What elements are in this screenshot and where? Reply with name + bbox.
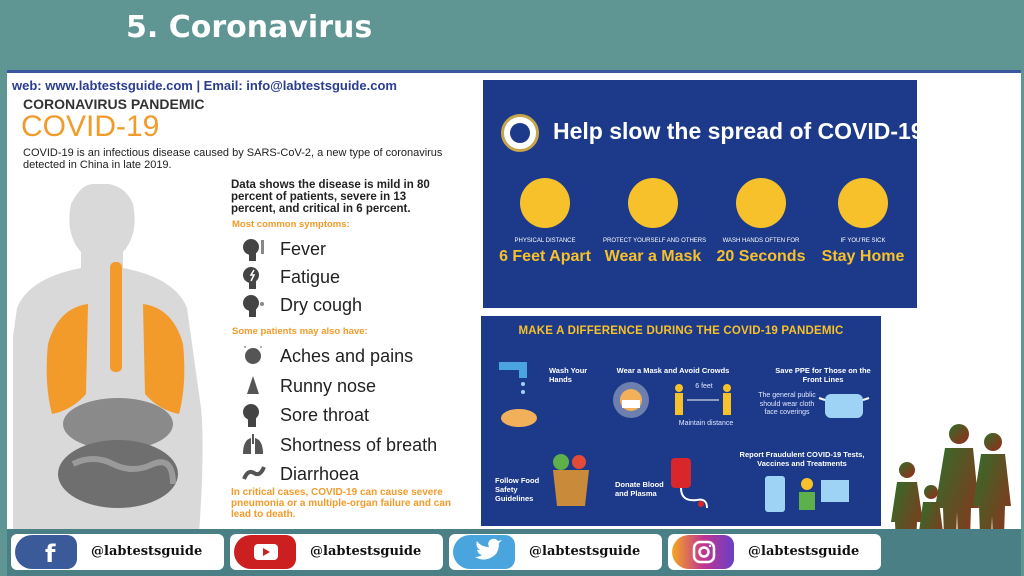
help-slow-spread-panel xyxy=(483,80,924,308)
facebook-icon[interactable] xyxy=(15,535,77,569)
tip-caption: PROTECT YOURSELF AND OTHERS xyxy=(603,238,707,244)
symptom-label: Sore throat xyxy=(280,404,370,425)
maintain-distance-label: Maintain distance xyxy=(678,420,734,427)
symptom-label: Shortness of breath xyxy=(280,434,438,455)
grocery-bag-icon xyxy=(543,450,599,508)
tip-label: Stay Home xyxy=(821,248,905,265)
symptom-label: Fatigue xyxy=(280,266,341,287)
throat-icon xyxy=(240,402,266,428)
tip-label: 20 Seconds xyxy=(716,248,806,265)
tip-physical-distance xyxy=(495,178,595,266)
symptom-label: Runny nose xyxy=(280,375,377,396)
tip-stay-home xyxy=(813,178,913,266)
other-symptoms-heading: Some patients may also have: xyxy=(232,326,368,337)
web-email-line[interactable]: web: www.labtestsguide.com | Email: info@labtestsguide.com xyxy=(12,78,397,93)
tip-wear-mask xyxy=(603,178,707,266)
general-public-label: The general public should wear cloth face coverings xyxy=(758,392,816,416)
facebook-handle[interactable]: @labtestsguide xyxy=(91,544,203,559)
symptom-fatigue xyxy=(240,264,340,290)
mask-icon xyxy=(628,178,678,228)
tip-wash-hands xyxy=(711,178,811,266)
cloth-mask-icon xyxy=(817,388,871,424)
symptom-fever xyxy=(240,236,326,262)
six-feet-label: 6 feet xyxy=(695,383,713,390)
mask-crowds-label: Wear a Mask and Avoid Crowds xyxy=(616,366,730,375)
twitter-handle[interactable]: @labtestsguide xyxy=(529,544,641,559)
wash-hands-label: Wash Your Hands xyxy=(549,366,588,384)
mask-face-icon xyxy=(611,380,651,420)
difference-panel-title: MAKE A DIFFERENCE DURING THE COVID-19 PANDEMIC xyxy=(518,325,844,337)
twitter-link[interactable] xyxy=(449,534,662,570)
common-symptoms-heading: Most common symptoms: xyxy=(232,219,350,230)
intro-text: COVID-19 is an infectious disease caused by SARS-CoV-2, a new type of coronavirus detected in China in late 2019. xyxy=(23,147,443,171)
faucet-hands-icon xyxy=(495,358,541,430)
instagram-icon[interactable] xyxy=(672,535,734,569)
cough-icon xyxy=(240,292,266,318)
twitter-icon[interactable] xyxy=(453,535,515,569)
tip-label: 6 Feet Apart xyxy=(499,248,591,265)
home-icon xyxy=(838,178,888,228)
tip-caption: WASH HANDS OFTEN FOR xyxy=(722,238,800,244)
symptom-sore-throat xyxy=(240,402,369,428)
slide-title: 5. Coronavirus xyxy=(126,10,373,45)
human-body-illustration xyxy=(13,184,233,534)
symptom-shortness-of-breath xyxy=(240,432,437,458)
phone-computer-icon xyxy=(763,472,853,516)
tip-caption: IF YOU'RE SICK xyxy=(840,238,886,244)
nose-icon xyxy=(240,373,266,399)
covid-infographic xyxy=(7,92,477,532)
symptom-dry-cough xyxy=(240,292,362,318)
symptom-runny-nose xyxy=(240,373,376,399)
tip-label: Wear a Mask xyxy=(604,248,702,265)
slide-content xyxy=(7,70,1021,576)
spread-panel-title: Help slow the spread of COVID-19 xyxy=(553,118,924,144)
distance-icon xyxy=(520,178,570,228)
food-safety-label: Follow Food Safety Guidelines xyxy=(495,476,540,503)
make-a-difference-panel xyxy=(481,316,881,526)
pandemic-label: CORONAVIRUS PANDEMIC xyxy=(23,96,205,112)
svg-text:f: f xyxy=(45,540,56,568)
youtube-link[interactable] xyxy=(230,534,443,570)
instagram-handle[interactable]: @labtestsguide xyxy=(748,544,860,559)
fever-icon xyxy=(240,236,266,262)
symptom-aches xyxy=(240,343,413,369)
symptom-label: Aches and pains xyxy=(280,345,414,366)
donate-blood-label: Donate Blood and Plasma xyxy=(615,480,664,498)
header-rule xyxy=(7,70,1021,73)
fatigue-icon xyxy=(240,264,266,290)
symptom-label: Fever xyxy=(280,238,327,259)
symptom-label: Diarrhoea xyxy=(280,463,360,484)
symptom-diarrhoea xyxy=(240,461,359,487)
youtube-handle[interactable]: @labtestsguide xyxy=(310,544,422,559)
aches-icon xyxy=(240,343,266,369)
intestine-icon xyxy=(240,461,266,487)
save-ppe-label: Save PPE for Those on the Front Lines xyxy=(775,366,871,384)
lungs-icon xyxy=(240,432,266,458)
youtube-icon[interactable] xyxy=(234,535,296,569)
facebook-link[interactable] xyxy=(11,534,224,570)
tip-caption: PHYSICAL DISTANCE xyxy=(514,238,576,244)
government-seal-icon xyxy=(501,114,539,152)
severity-data-text: Data shows the disease is mild in 80 percent of patients, severe in 13 percent, and critical in 6 percent. xyxy=(231,179,430,215)
instagram-link[interactable] xyxy=(668,534,881,570)
blood-bag-icon xyxy=(667,454,713,510)
critical-cases-note: In critical cases, COVID-19 can cause severe pneumonia or a multiple-organ failure and can lead to death. xyxy=(231,487,452,520)
covid-title: COVID-19 xyxy=(21,110,160,143)
symptom-label: Dry cough xyxy=(280,294,363,315)
social-media-bar xyxy=(7,529,1021,576)
report-fraud-label: Report Fraudulent COVID-19 Tests, Vaccines and Treatments xyxy=(739,450,865,468)
hand-wash-icon xyxy=(736,178,786,228)
